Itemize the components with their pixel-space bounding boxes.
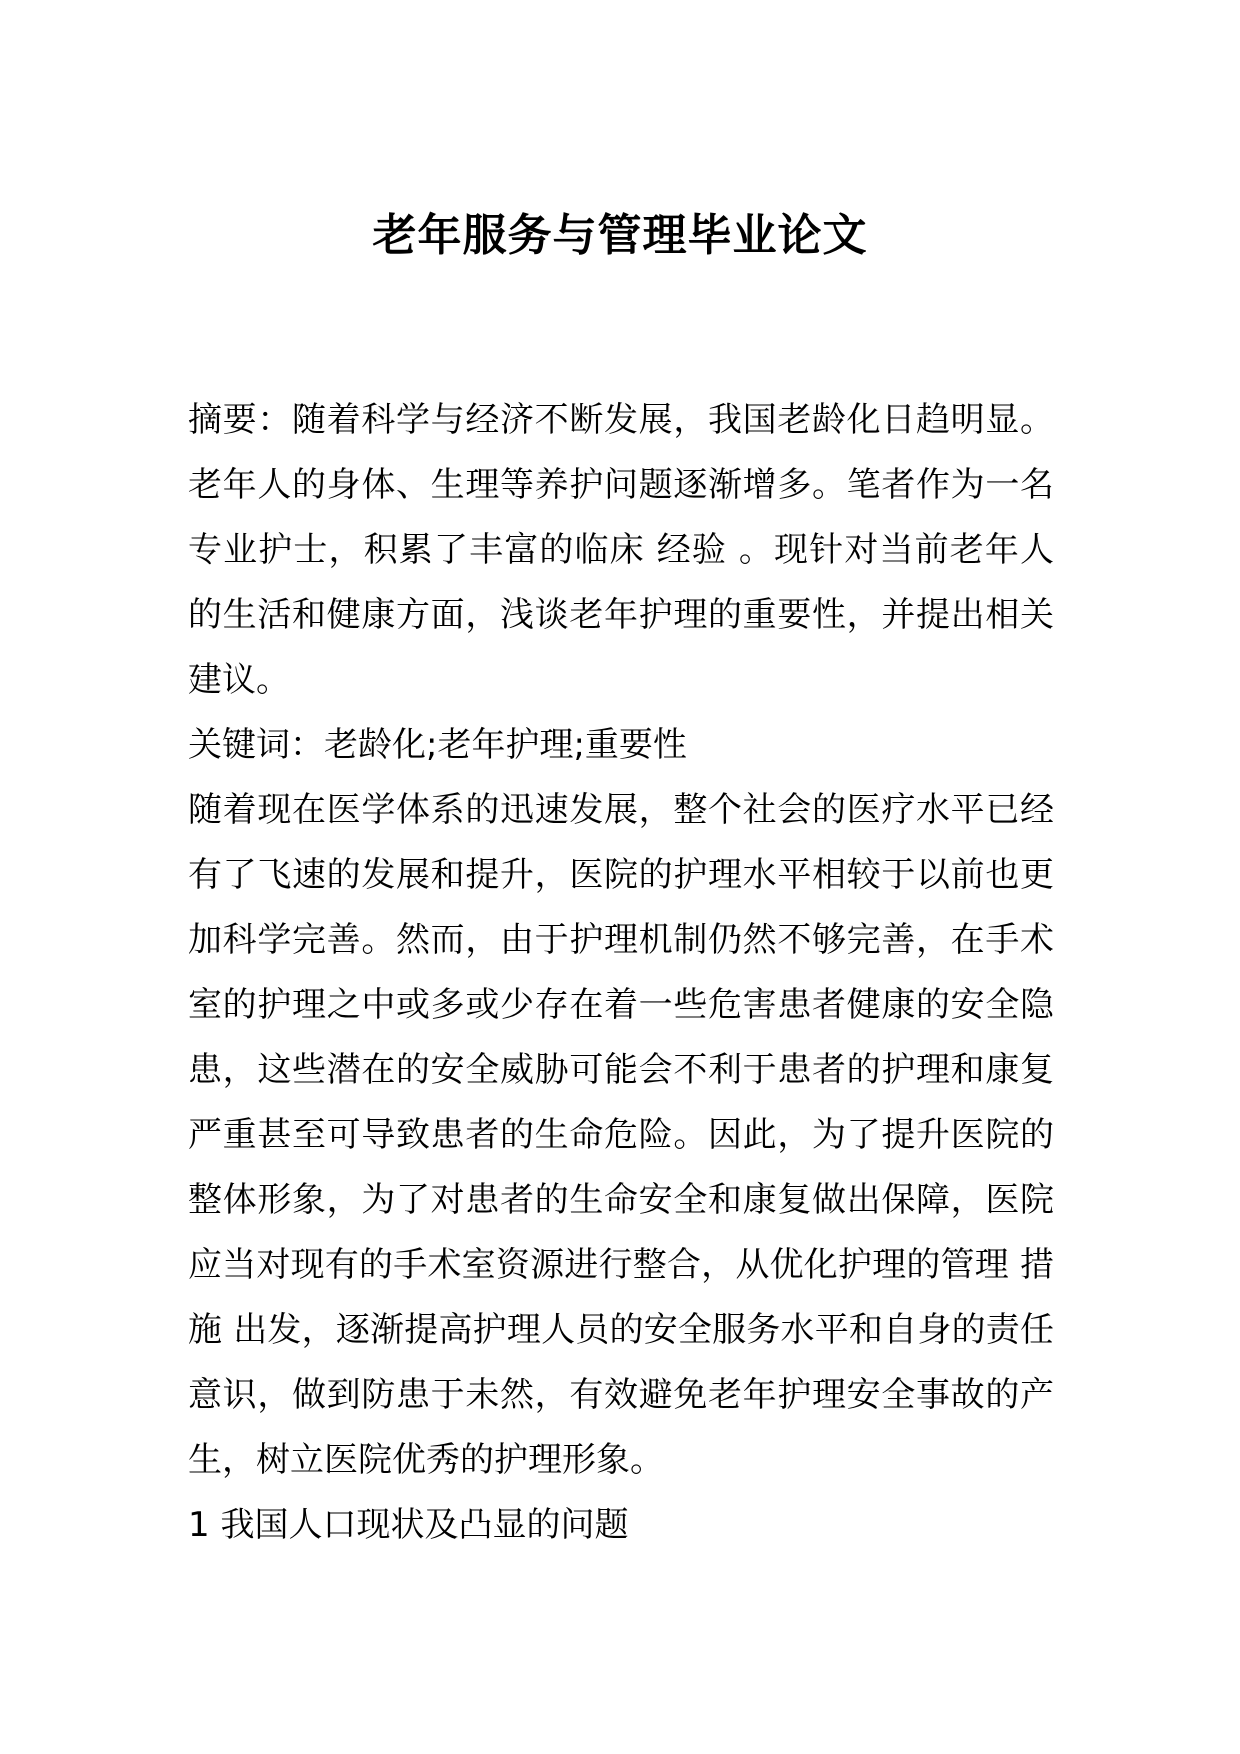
document-body: [188, 388, 1054, 1558]
body-paragraph: 随着现在医学体系的迅速发展，整个社会的医疗水平已经有了飞速的发展和提升，医院的护理水平相较于以前也更加科学完善。然而，由于护理机制仍然不够完善，在手术室的护理之中或多或少存在着一些危害患者健康的安全隐患，这些潜在的安全威胁可能会不利于患者的护理和康复严重甚至可导致患者的生命危险。因此，为了提升医院的整体形象，为了对患者的生命安全和康复做出保障，医院应当对现有的手术室资源进行整合，从优化护理的管理 措施 出发，逐渐提高护理人员的安全服务水平和自身的责任意识，做到防患于未然，有效避免老年护理安全事故的产生，树立医院优秀的护理形象。: [188, 790, 1054, 1480]
section-heading: 1 我国人口现状及凸显的问题: [188, 1505, 629, 1545]
abstract-paragraph: 摘要：随着科学与经济不断发展，我国老龄化日趋明显。老年人的身体、生理等养护问题逐渐增多。笔者作为一名专业护士，积累了丰富的临床 经验 。现针对当前老年人的生活和健康方面，浅谈老年护理的重要性，并提出相关建议。: [188, 400, 1054, 700]
keywords-line: 关键词：老龄化;老年护理;重要性: [188, 725, 687, 765]
document-title: 老年服务与管理毕业论文: [372, 210, 868, 261]
